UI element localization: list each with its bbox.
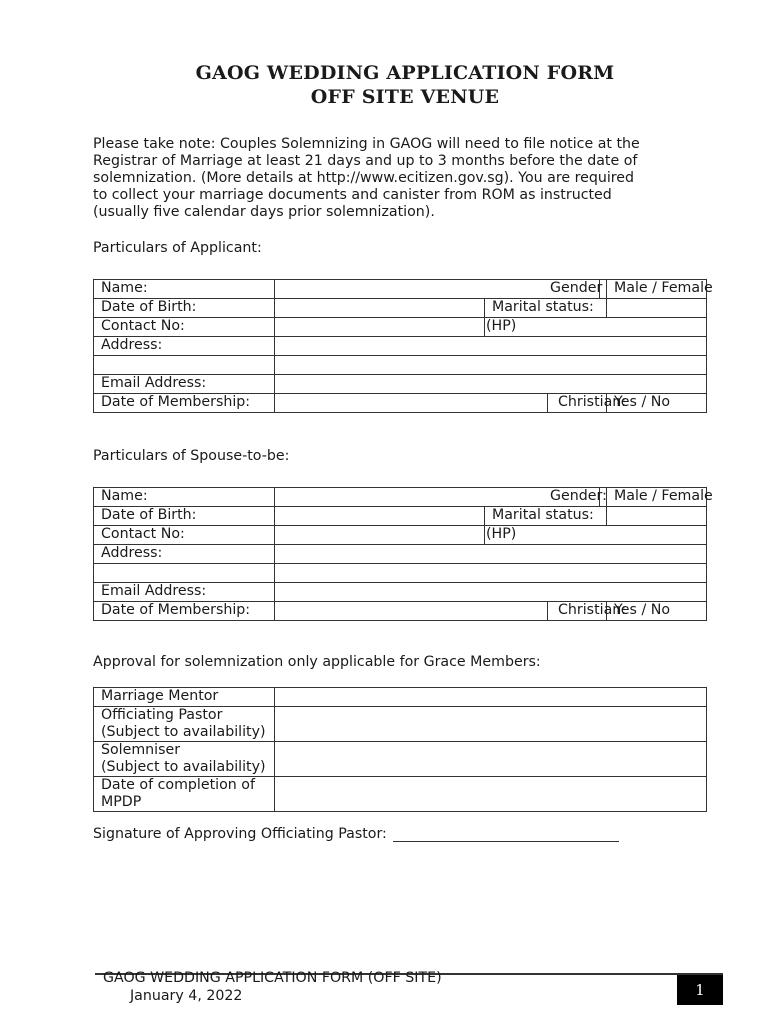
mpdp-field[interactable] <box>275 777 707 812</box>
spouse-email-field[interactable] <box>275 583 707 602</box>
spouse-name-label: Name: <box>94 488 275 507</box>
footer-title: GAOG WEDDING APPLICATION FORM (OFF SITE) <box>103 970 442 986</box>
applicant-christian-label: Christian: <box>548 394 607 413</box>
spouse-dob-field[interactable] <box>275 507 485 526</box>
applicant-gender-options[interactable]: Male / Female <box>607 280 707 299</box>
approval-section-label: Approval for solemnization only applicable for Grace Members: <box>93 654 541 670</box>
spouse-gender-label: Gender: <box>600 488 607 507</box>
applicant-marital-field[interactable] <box>607 299 707 318</box>
mpdp-label: Date of completion of MPDP <box>94 777 275 812</box>
applicant-membership-label: Date of Membership: <box>94 394 275 413</box>
applicant-dob-label: Date of Birth: <box>94 299 275 318</box>
notice-paragraph: Please take note: Couples Solemnizing in GAOG will need to file notice at the Registrar of Marriage at least 21 days and up to 3 months before the date of solemnization. (More details at http://www.ecitizen.gov.sg). You are required to collect your marriage documents and canister from ROM as instructed (usually five calendar days prior solemnization). <box>93 136 640 220</box>
spouse-dob-label: Date of Birth: <box>94 507 275 526</box>
spouse-christian-label: Christian: <box>548 602 607 621</box>
mentor-label: Marriage Mentor <box>94 688 275 707</box>
signature-label: Signature of Approving Officiating Pastor: <box>93 826 387 842</box>
applicant-address-spacer <box>94 356 275 375</box>
pastor-label: Officiating Pastor (Subject to availability) <box>94 707 275 742</box>
form-title: GAOG WEDDING APPLICATION FORM <box>195 62 615 84</box>
applicant-membership-field[interactable] <box>275 394 548 413</box>
spouse-contact-field[interactable] <box>275 526 485 545</box>
spouse-marital-label: Marital status: <box>485 507 607 526</box>
applicant-marital-label: Marital status: <box>485 299 607 318</box>
applicant-gender-label: Gender <box>600 280 607 299</box>
spouse-gender-options[interactable]: Male / Female <box>607 488 707 507</box>
applicant-address-field[interactable] <box>275 337 707 356</box>
applicant-email-field[interactable] <box>275 375 707 394</box>
approval-table <box>93 687 707 812</box>
spouse-christian-options[interactable]: Yes / No <box>607 602 707 621</box>
spouse-address-field[interactable] <box>275 545 707 564</box>
mentor-field[interactable] <box>275 688 707 707</box>
spouse-table <box>93 487 713 621</box>
applicant-address-label: Address: <box>94 337 275 356</box>
spouse-section-label: Particulars of Spouse-to-be: <box>93 448 290 464</box>
applicant-dob-field[interactable] <box>275 299 485 318</box>
spouse-address-label: Address: <box>94 545 275 564</box>
form-subtitle: OFF SITE VENUE <box>310 86 500 108</box>
applicant-table <box>93 279 713 413</box>
applicant-section-label: Particulars of Applicant: <box>93 240 262 256</box>
applicant-hp-field[interactable]: (HP) <box>485 318 707 337</box>
applicant-christian-options[interactable]: Yes / No <box>607 394 707 413</box>
applicant-contact-label: Contact No: <box>94 318 275 337</box>
signature-row <box>93 826 619 842</box>
pastor-field[interactable] <box>275 707 707 742</box>
spouse-contact-label: Contact No: <box>94 526 275 545</box>
signature-field[interactable] <box>393 827 619 842</box>
footer-date: January 4, 2022 <box>130 988 243 1004</box>
spouse-marital-field[interactable] <box>607 507 707 526</box>
spouse-email-label: Email Address: <box>94 583 275 602</box>
spouse-hp-field[interactable]: (HP) <box>485 526 707 545</box>
spouse-membership-field[interactable] <box>275 602 548 621</box>
applicant-email-label: Email Address: <box>94 375 275 394</box>
applicant-address-field-2[interactable] <box>275 356 707 375</box>
spouse-membership-label: Date of Membership: <box>94 602 275 621</box>
spouse-address-spacer <box>94 564 275 583</box>
applicant-name-label: Name: <box>94 280 275 299</box>
solemniser-field[interactable] <box>275 742 707 777</box>
applicant-contact-field[interactable] <box>275 318 485 337</box>
solemniser-label: Solemniser (Subject to availability) <box>94 742 275 777</box>
spouse-address-field-2[interactable] <box>275 564 707 583</box>
page-number: 1 <box>677 975 723 1005</box>
